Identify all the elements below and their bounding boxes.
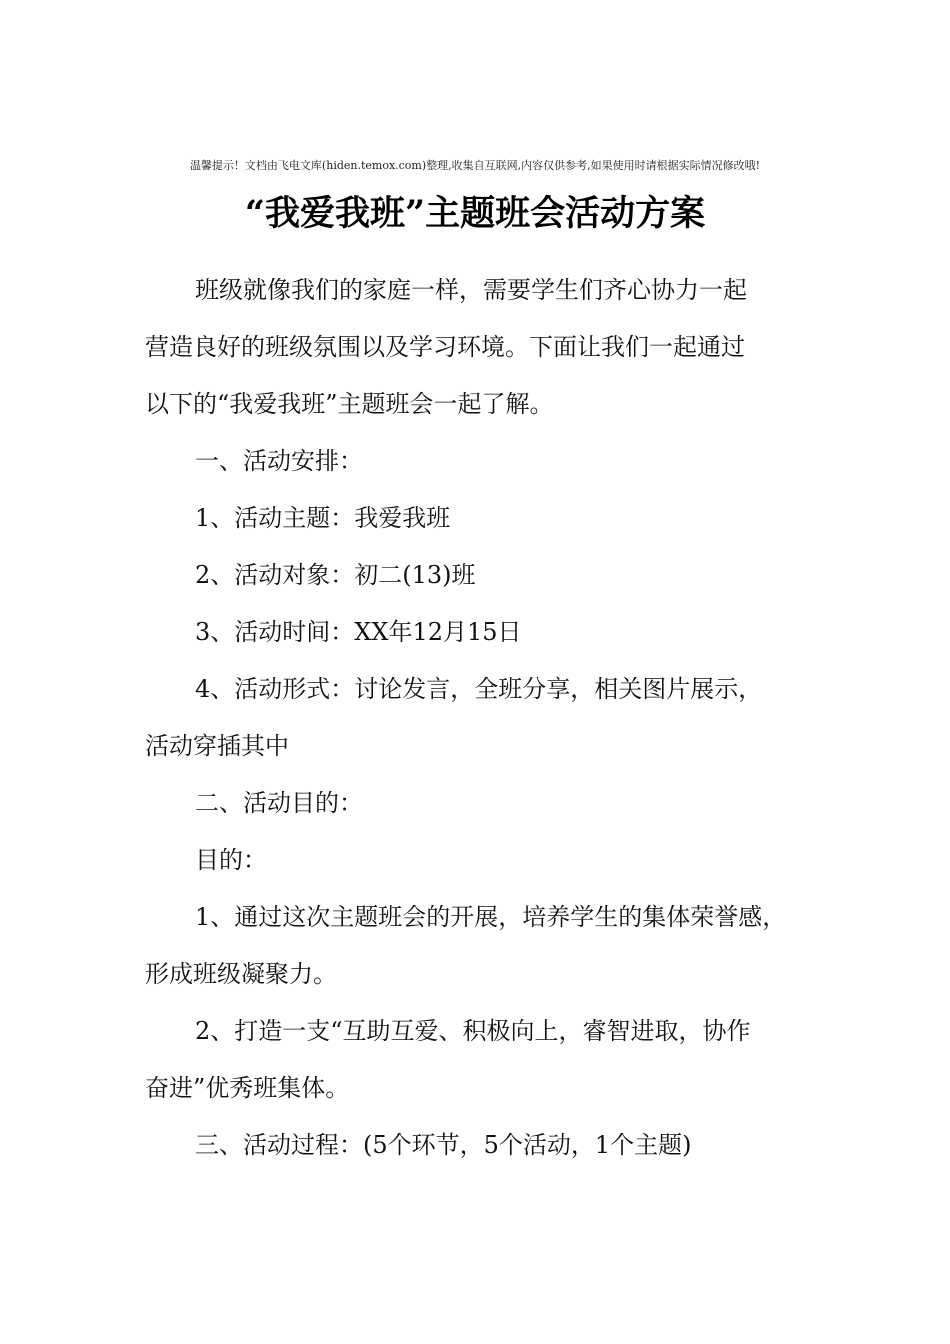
list-item: 4、活动形式：讨论发言，全班分享，相关图片展示， [195,675,763,703]
list-item-continuation: 奋进”优秀班集体。 [145,1074,350,1102]
header-notice: 温馨提示！文档由飞电文库(hiden.temox.com)整理,收集自互联网,内容仅供参考,如果使用时请根据实际情况修改哦! [189,159,761,172]
body-line: 班级就像我们的家庭一样，需要学生们齐心协力一起 [195,276,747,304]
section-heading: 一、活动安排： [195,447,363,475]
page-title: “我爱我班”主题班会活动方案 [244,193,706,234]
subheading: 目的： [195,846,267,874]
list-item: 2、打造一支“互助互爱、积极向上，睿智进取，协作 [195,1017,751,1045]
body-line: 营造良好的班级氛围以及学习环境。下面让我们一起通过 [145,333,745,361]
section-heading: 二、活动目的： [195,789,363,817]
list-item: 1、活动主题：我爱我班 [195,504,451,532]
list-item-continuation: 形成班级凝聚力。 [145,960,337,988]
body-line: 以下的“我爱我班”主题班会一起了解。 [145,390,554,418]
list-item-continuation: 活动穿插其中 [145,732,289,760]
list-item: 3、活动时间：XX年12月15日 [195,618,522,646]
document-body [145,262,825,1174]
section-heading: 三、活动过程：(5个环节，5个活动，1个主题) [195,1131,692,1159]
list-item: 1、通过这次主题班会的开展，培养学生的集体荣誉感， [195,903,787,931]
list-item: 2、活动对象：初二(13)班 [195,561,476,589]
